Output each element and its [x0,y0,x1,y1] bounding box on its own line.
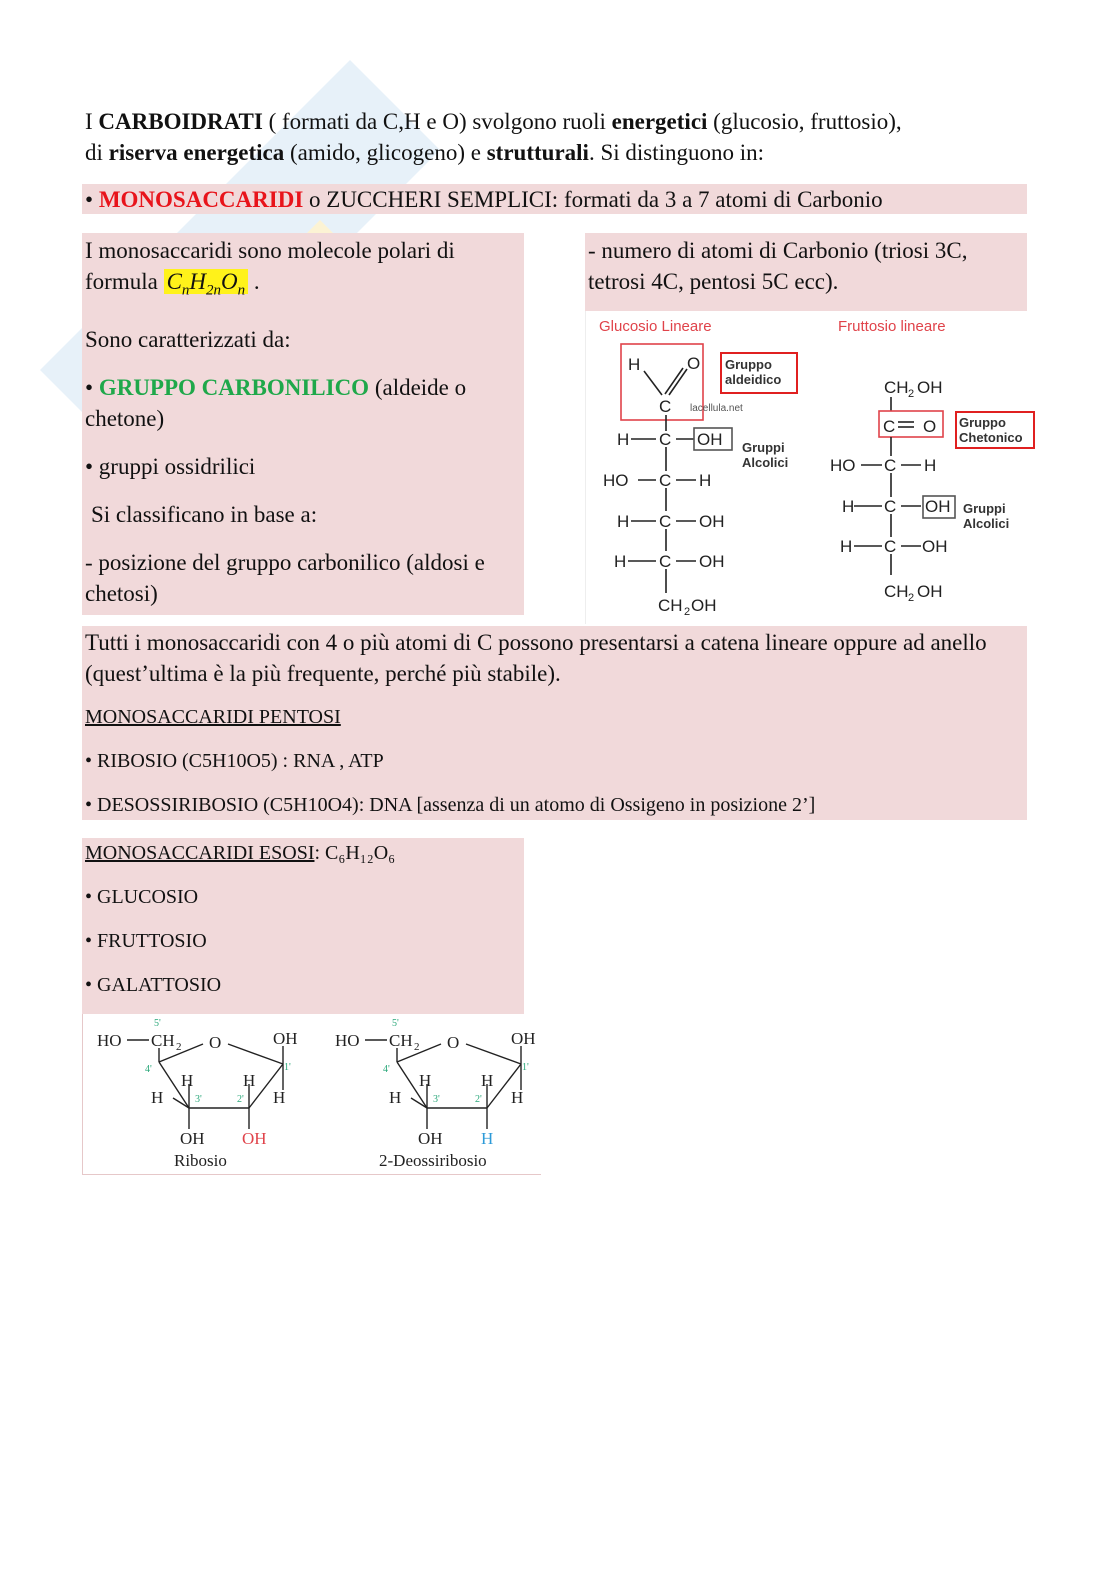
svg-text:C: C [659,397,672,416]
svg-text:Alcolici: Alcolici [963,516,1010,531]
svg-text:CH: CH [151,1031,175,1050]
svg-text:OH: OH [699,552,725,571]
pentosi-title: MONOSACCARIDI PENTOSI [85,706,341,728]
svg-text:HO: HO [97,1031,122,1050]
svg-text:O: O [209,1033,222,1052]
svg-text:H: H [389,1088,402,1107]
svg-text:3': 3' [195,1094,202,1105]
svg-text:H: H [481,1129,494,1148]
svg-text:5': 5' [392,1018,399,1029]
svg-text:Alcolici: Alcolici [742,455,789,470]
svg-text:C: C [659,512,672,531]
svg-text:H: H [840,537,853,556]
svg-text:C: C [659,430,672,449]
svg-text:HO: HO [830,456,856,475]
ribosio-label: Ribosio [174,1151,227,1170]
svg-text:H: H [617,430,630,449]
ribosio-ring [97,1018,298,1170]
svg-text:H: H [617,512,630,531]
svg-text:OH: OH [418,1129,443,1148]
fruttosio-title: Fruttosio lineare [838,318,946,335]
svg-text:OH: OH [925,497,951,516]
esosi-title: MONOSACCARIDI ESOSI [85,842,315,864]
svg-text:HO: HO [335,1031,360,1050]
svg-text:2': 2' [237,1094,244,1105]
svg-text:2: 2 [176,1041,182,1053]
svg-text:C: C [659,552,672,571]
svg-text:OH: OH [922,537,948,556]
desossiribosio-item: • DESOSSIRIBOSIO (C5H10O4): DNA [assenza di un atomo di Ossigeno in posizione 2’] [85,794,816,816]
svg-text:CH: CH [884,582,909,601]
svg-text:2: 2 [684,606,691,618]
esosi-item-galattosio: • GALATTOSIO [85,974,222,996]
ribosio-item: • RIBOSIO (C5H10O5) : RNA , ATP [85,750,384,772]
deossiribosio-ring [335,1018,536,1170]
svg-text:H: H [243,1071,256,1090]
svg-text:Chetonico: Chetonico [959,430,1023,445]
svg-text:Gruppi: Gruppi [963,501,1006,516]
svg-text:OH: OH [917,582,943,601]
svg-text:H: H [151,1088,164,1107]
svg-text:aldeidico: aldeidico [725,372,782,387]
svg-text:lacellula.net: lacellula.net [690,403,743,414]
glucosio-title: Glucosio Lineare [599,318,712,335]
monosaccaridi-header: • MONOSACCARIDI o ZUCCHERI SEMPLICI: formati da 3 a 7 atomi di Carbonio [82,184,1027,214]
svg-text:CH: CH [389,1031,413,1050]
svg-text:H: H [924,456,937,475]
svg-text:2': 2' [475,1094,482,1105]
svg-text:2: 2 [908,592,915,604]
svg-text:H: H [511,1088,524,1107]
linear-structures-figure [585,311,1028,624]
svg-text:H: H [273,1088,286,1107]
svg-text:H: H [614,552,627,571]
gruppo-carbonilico-label: GRUPPO CARBONILICO [98,374,370,400]
svg-text:CH: CH [884,378,909,397]
svg-text:O: O [923,417,937,436]
numero-atomi-box: - numero di atomi di Carbonio (triosi 3C, tetrosi 4C, pentosi 5C ecc). [585,233,1027,311]
general-formula: $C_nH_{2n}O_n$ [164,269,249,294]
svg-text:4': 4' [145,1064,152,1075]
svg-text:OH: OH [242,1129,267,1148]
svg-text:O: O [447,1033,460,1052]
monosaccaridi-description-box: I monosaccaridi sono molecole polari di formula $C_nH_{2n}O_n$ . Sono caratterizzati da: • GRUPPO CARBONILICO (aldeide o chetone) • gruppi ossidrilici Si classificano in base a: - posizione del gruppo carbonilico (aldosi e chetosi) [82,233,524,615]
svg-text:H: H [181,1071,194,1090]
svg-text:Gruppo: Gruppo [959,415,1006,430]
svg-text:H: H [628,355,641,374]
svg-text:OH: OH [691,596,717,615]
svg-text:C: C [884,456,897,475]
svg-text:C: C [884,537,897,556]
svg-text:2: 2 [908,388,915,400]
intro-paragraph: I CARBOIDRATI ( formati da C,H e O) svolgono ruoli energetici (glucosio, fruttosio), di riserva energetica (amido, glicogeno) e strutturali. Si distinguono in: [85,109,902,165]
svg-text:3': 3' [433,1094,440,1105]
svg-text:H: H [419,1071,432,1090]
svg-text:Gruppi: Gruppi [742,440,785,455]
svg-text:CH: CH [658,596,683,615]
esosi-item-glucosio: • GLUCOSIO [85,886,199,908]
svg-text:H: H [481,1071,494,1090]
svg-text:4': 4' [383,1064,390,1075]
esosi-box: MONOSACCARIDI ESOSI: C₆H₁₂O₆ • GLUCOSIO • FRUTTOSIO • GALATTOSIO [82,838,524,1014]
svg-text:OH: OH [699,512,725,531]
svg-text:Gruppo: Gruppo [725,357,772,372]
svg-text:1': 1' [284,1062,291,1073]
svg-text:OH: OH [511,1029,536,1048]
svg-text:O: O [687,354,701,373]
svg-text:C: C [659,471,672,490]
deossiribosio-label: 2-Deossiribosio [379,1151,487,1170]
esosi-item-fruttosio: • FRUTTOSIO [85,930,207,952]
svg-text:OH: OH [273,1029,298,1048]
svg-text:OH: OH [917,378,943,397]
svg-text:C: C [883,417,896,436]
svg-text:C: C [884,497,897,516]
svg-text:OH: OH [697,430,723,449]
svg-text:OH: OH [180,1129,205,1148]
svg-text:H: H [699,471,712,490]
svg-text:5': 5' [154,1018,161,1029]
svg-text:HO: HO [603,471,629,490]
svg-text:H: H [842,497,855,516]
monosaccaridi-label: MONOSACCARIDI [98,187,304,212]
svg-text:1': 1' [522,1062,529,1073]
tutti-monosaccaridi-box: Tutti i monosaccaridi con 4 o più atomi di C possono presentarsi a catena lineare oppure ad anello (quest’ultima è la più frequente, perché più stabile). MONOSACCARIDI PENTOSI • RIBOSIO (C5H10O5) : RNA , ATP • DESOSSIRIBOSIO (C5H10O4): DNA [assenza di un atomo di Ossigeno in posizione 2’] [82,626,1027,820]
ring-structures-figure [82,1014,541,1175]
svg-text:2: 2 [414,1041,420,1053]
